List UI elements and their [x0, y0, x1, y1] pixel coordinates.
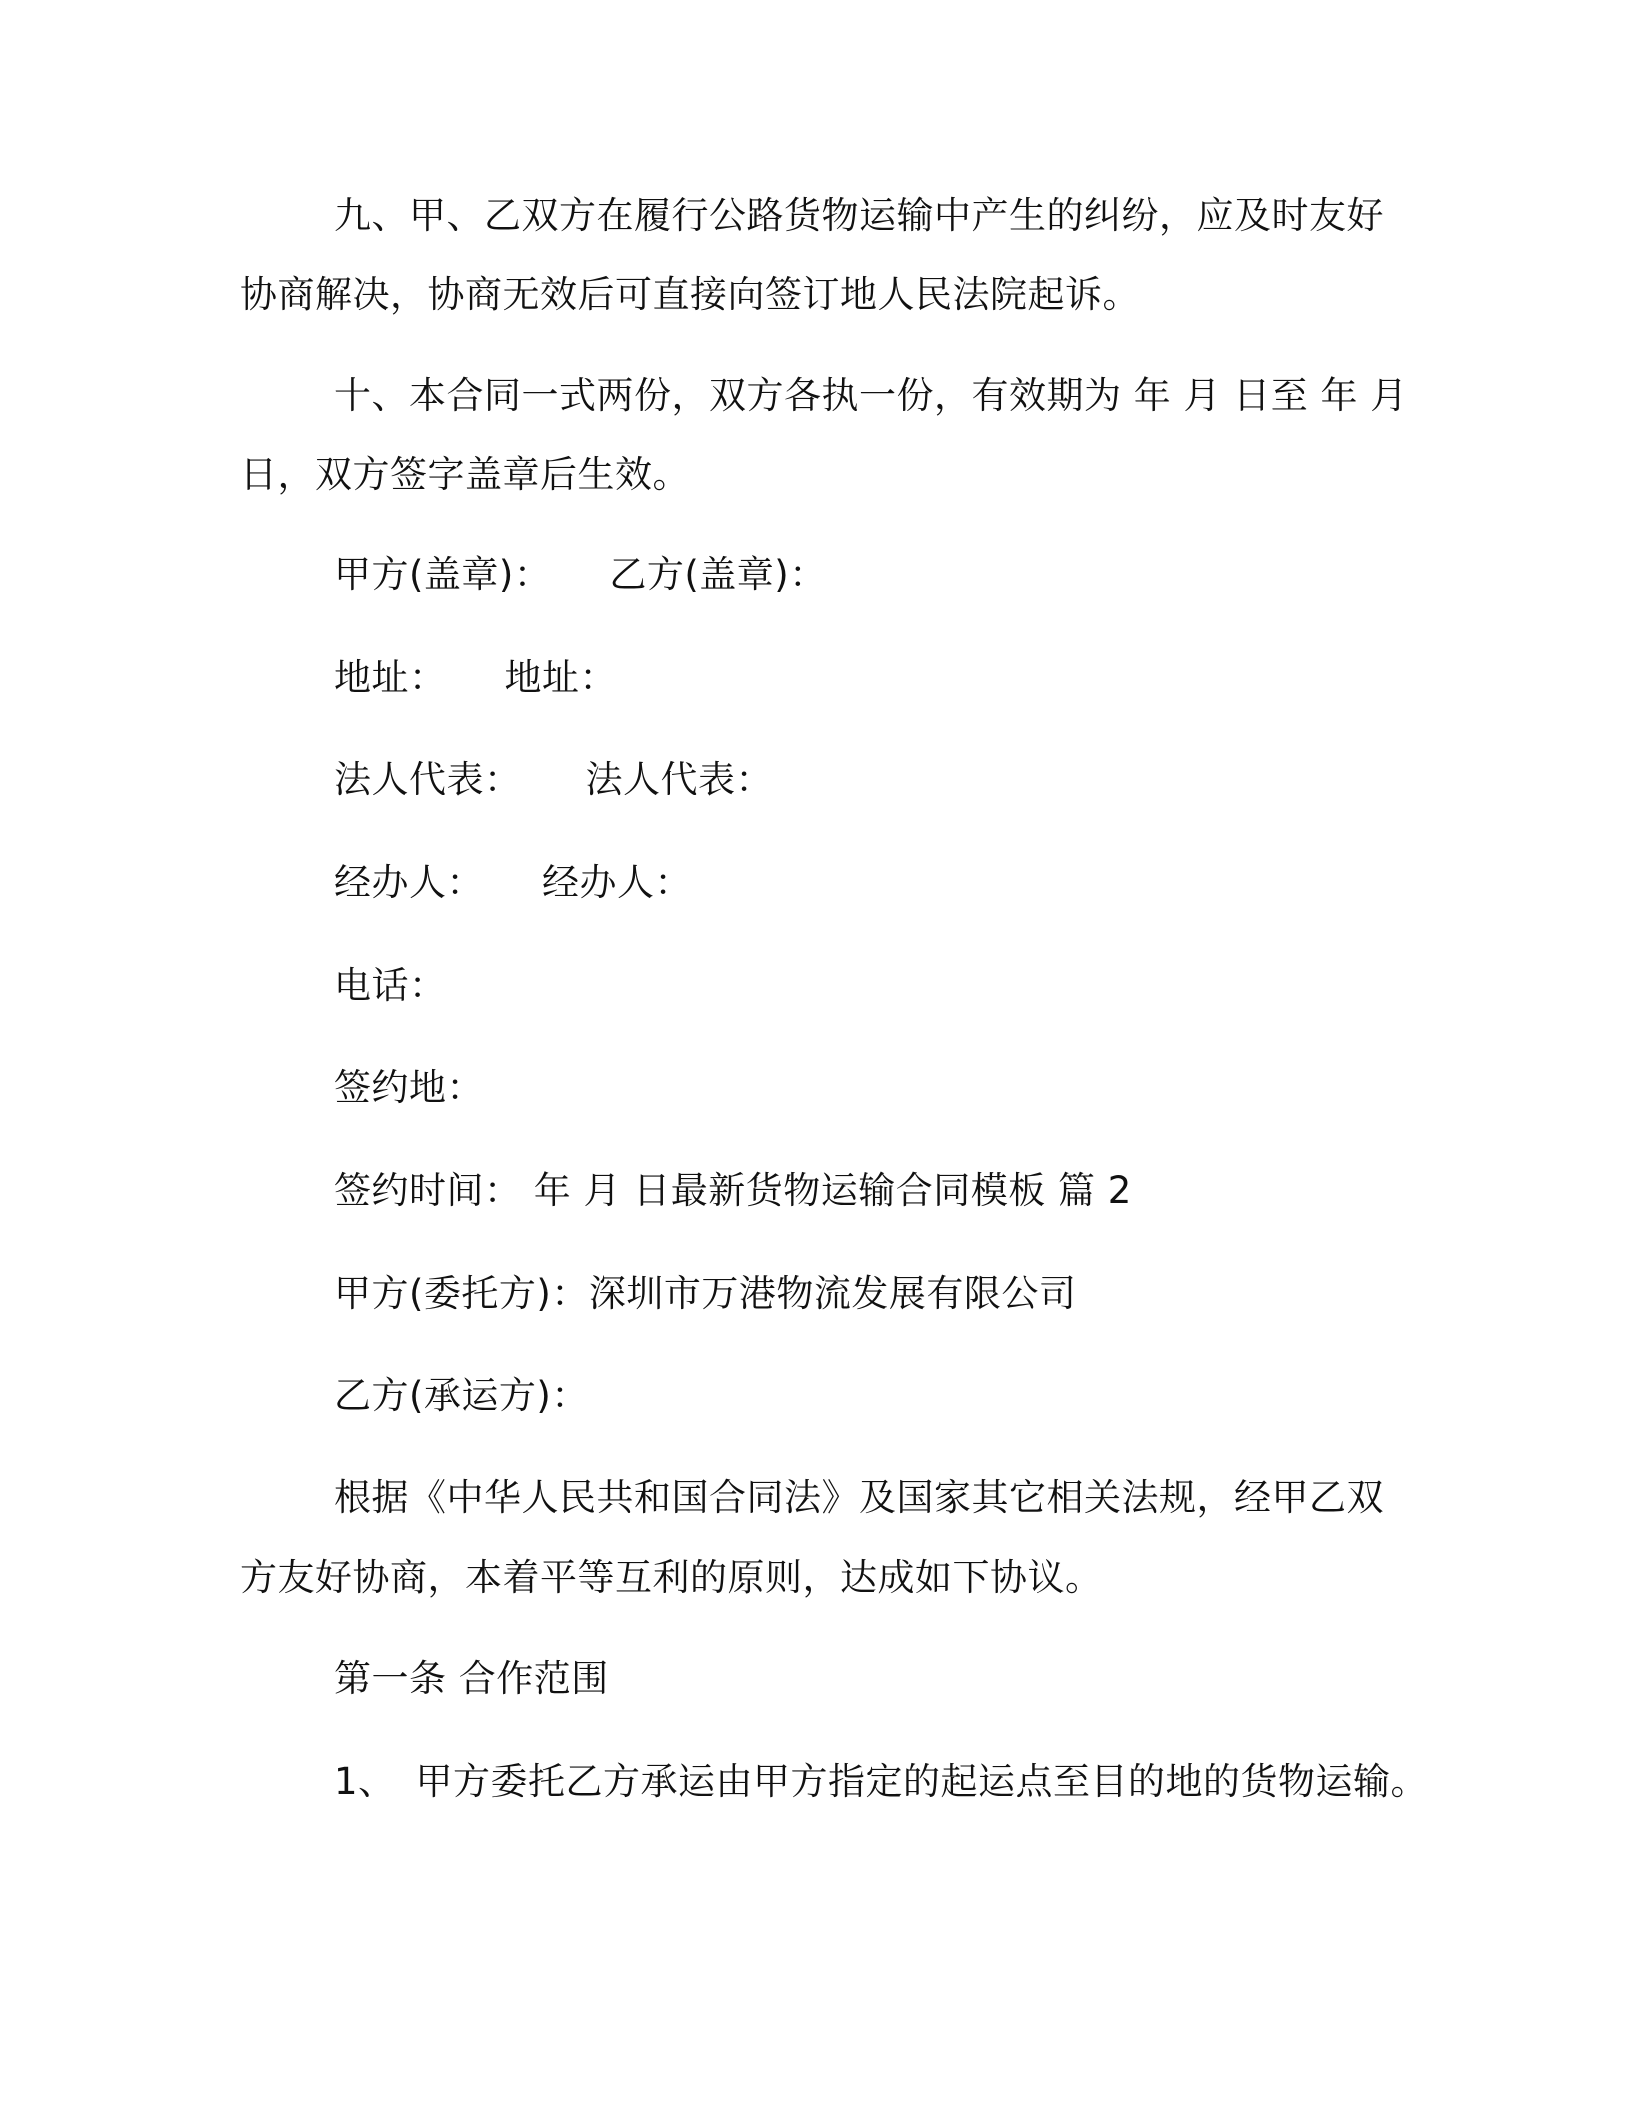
phone-label: 电话： — [334, 964, 447, 1007]
party-b-address-label: 地址： — [504, 656, 617, 699]
party-a-agent-label: 经办人： — [334, 861, 484, 904]
party-a-legal-rep-label: 法人代表： — [334, 758, 522, 801]
party-b-seal-label: 乙方(盖章)： — [609, 553, 827, 596]
intro-line-2: 方友好协商，本着平等互利的原则，达成如下协议。 — [240, 1556, 1103, 1599]
signing-place-label: 签约地： — [334, 1066, 484, 1109]
agent-row — [334, 859, 692, 907]
party-b-carrier-line: 乙方(承运方)： — [334, 1374, 589, 1417]
item-1-text: 甲方委托乙方承运由甲方指定的起运点至目的地的货物运输。 — [415, 1760, 1429, 1803]
item-1-number: 1、 — [334, 1760, 396, 1803]
legal-rep-row — [334, 756, 773, 804]
party-b-agent-label: 经办人： — [542, 861, 692, 904]
article-1-title: 第一条 合作范围 — [334, 1657, 609, 1700]
intro-line-1: 根据《中华人民共和国合同法》及国家其它相关法规，经甲乙双 — [334, 1476, 1384, 1519]
party-a-seal-label: 甲方(盖章)： — [334, 553, 552, 596]
address-row — [334, 654, 617, 702]
clause-9-line-2: 协商解决，协商无效后可直接向签订地人民法院起诉。 — [240, 273, 1140, 316]
signing-time-line: 签约时间： 年 月 日最新货物运输合同模板 篇 2 — [334, 1169, 1132, 1212]
clause-9-line-1: 九、甲、乙双方在履行公路货物运输中产生的纠纷，应及时友好 — [334, 194, 1384, 237]
seal-row — [334, 551, 827, 599]
party-a-address-label: 地址： — [334, 656, 447, 699]
party-b-legal-rep-label: 法人代表： — [585, 758, 773, 801]
clause-10-line-1: 十、本合同一式两份，双方各执一份，有效期为 年 月 日至 年 月 — [334, 374, 1408, 417]
article-1-item-1 — [334, 1758, 1428, 1806]
party-a-client-line: 甲方(委托方)：深圳市万港物流发展有限公司 — [334, 1272, 1077, 1315]
clause-10-line-2: 日，双方签字盖章后生效。 — [240, 453, 690, 496]
